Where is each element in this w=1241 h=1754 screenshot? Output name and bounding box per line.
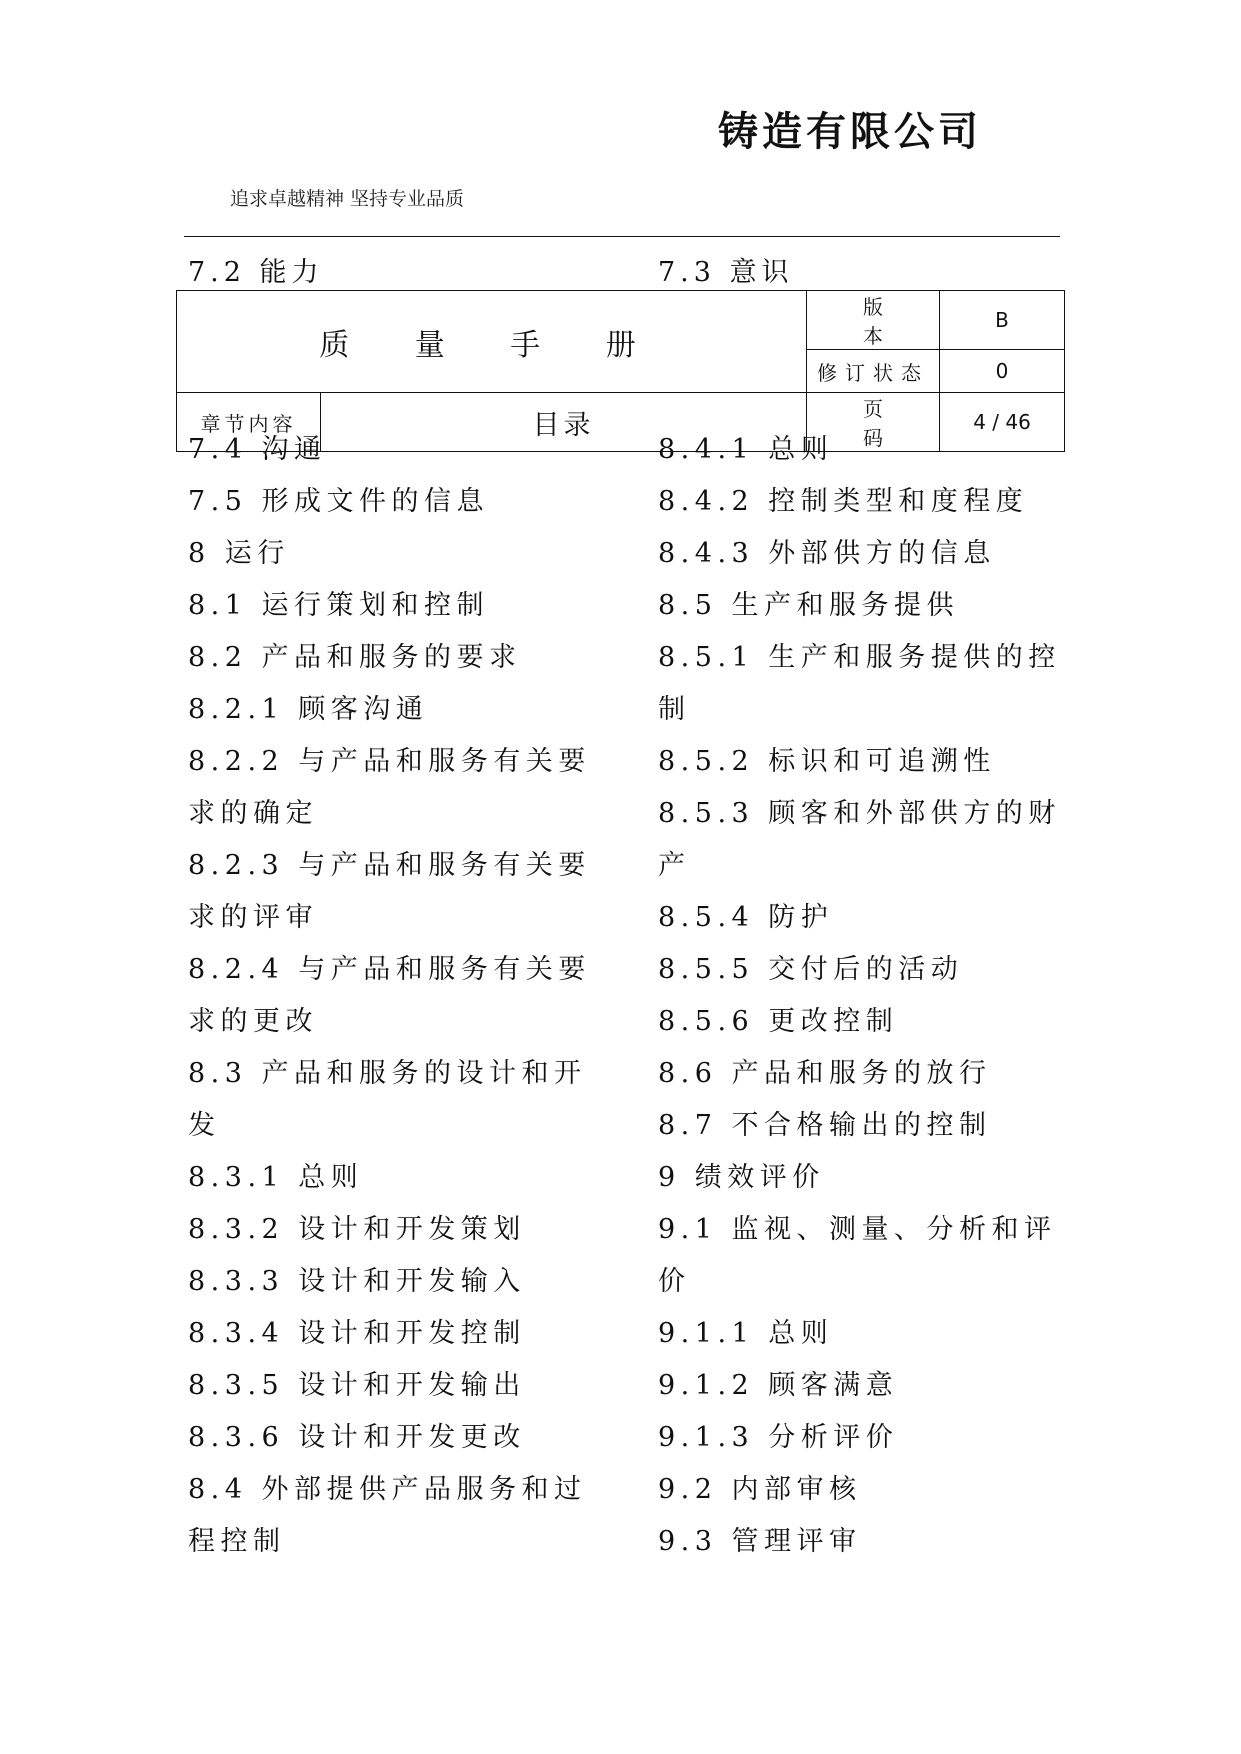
- toc-line: 8.2.3 与产品和服务有关要: [188, 850, 591, 881]
- toc-line: 8.5.3 顾客和外部供方的财: [658, 798, 1061, 829]
- header-divider: [184, 236, 1060, 237]
- revision-label: 修订状态: [807, 350, 940, 393]
- toc-line: 8.3.5 设计和开发输出: [188, 1370, 526, 1401]
- toc-line: 8.3.4 设计和开发控制: [188, 1318, 526, 1349]
- toc-line: 9.2 内部审核: [658, 1474, 862, 1505]
- toc-line: 9.1.2 顾客满意: [658, 1370, 899, 1401]
- toc-line: 9.1.1 总则: [658, 1318, 834, 1349]
- toc-line: 7.5 形成文件的信息: [188, 486, 490, 517]
- toc-line: 8.2 产品和服务的要求: [188, 642, 522, 673]
- toc-line: 发: [188, 1110, 221, 1141]
- toc-line: 8.4.2 控制类型和度程度: [658, 486, 1029, 517]
- toc-line: 9 绩效评价: [658, 1162, 825, 1193]
- toc-line: 8.3.2 设计和开发策划: [188, 1214, 526, 1245]
- toc-line: 求的确定: [188, 798, 318, 829]
- toc-line: 8.2.1 顾客沟通: [188, 694, 429, 725]
- version-label: 版 本: [807, 291, 940, 350]
- toc-line: 8.5.4 防护: [658, 902, 834, 933]
- toc-line: 8.5 生产和服务提供: [658, 590, 960, 621]
- document-title: 质 量 手 册: [177, 291, 807, 393]
- toc-line: 8.4.1 总则: [658, 434, 834, 465]
- toc-line: 8.4.3 外部供方的信息: [658, 538, 996, 569]
- toc-line: 8.3.1 总则: [188, 1162, 364, 1193]
- toc-line: 8.1 运行策划和控制: [188, 590, 490, 621]
- toc-line: 产: [658, 850, 691, 881]
- toc-line: 价: [658, 1266, 691, 1297]
- toc-line: 8.5.6 更改控制: [658, 1006, 899, 1037]
- toc-line: 8.7 不合格输出的控制: [658, 1110, 992, 1141]
- toc-line: 8 运行: [188, 538, 290, 569]
- company-name: 铸造有限公司: [718, 108, 982, 155]
- toc-line: 程控制: [188, 1526, 286, 1557]
- toc-line: 9.1 监视、测量、分析和评: [658, 1214, 1057, 1245]
- toc-line: 9.3 管理评审: [658, 1526, 862, 1557]
- version-value: B: [940, 291, 1065, 350]
- toc-line: 8.5.1 生产和服务提供的控: [658, 642, 1061, 673]
- toc-line: 8.6 产品和服务的放行: [658, 1058, 992, 1089]
- toc-line: 8.4 外部提供产品服务和过: [188, 1474, 587, 1505]
- page-label: 页 码: [807, 393, 940, 452]
- toc-line: 8.3.6 设计和开发更改: [188, 1422, 526, 1453]
- toc-line: 7.4 沟通: [188, 434, 327, 465]
- section-label: 章节内容: [177, 393, 321, 452]
- toc-entry-pre-right: 7.3 意识: [658, 257, 794, 288]
- toc-line: 求的评审: [188, 902, 318, 933]
- toc-line: 求的更改: [188, 1006, 318, 1037]
- toc-line: 制: [658, 694, 691, 725]
- toc-line: 8.5.2 标识和可追溯性: [658, 746, 996, 777]
- toc-line: 8.2.2 与产品和服务有关要: [188, 746, 591, 777]
- toc-line: 8.3 产品和服务的设计和开: [188, 1058, 587, 1089]
- toc-line: 8.3.3 设计和开发输入: [188, 1266, 526, 1297]
- toc-line: 8.2.4 与产品和服务有关要: [188, 954, 591, 985]
- revision-value: 0: [940, 350, 1065, 393]
- toc-line: 8.5.5 交付后的活动: [658, 954, 964, 985]
- page-number: 4 / 46: [940, 393, 1065, 452]
- section-title: 目录: [321, 393, 807, 452]
- toc-left-column: [188, 424, 608, 1568]
- slogan: 追求卓越精神 坚持专业品质: [230, 188, 465, 210]
- toc-right-column: [658, 424, 1061, 1568]
- toc-line: 9.1.3 分析评价: [658, 1422, 899, 1453]
- toc-entry-pre-left: 7.2 能力: [188, 257, 324, 288]
